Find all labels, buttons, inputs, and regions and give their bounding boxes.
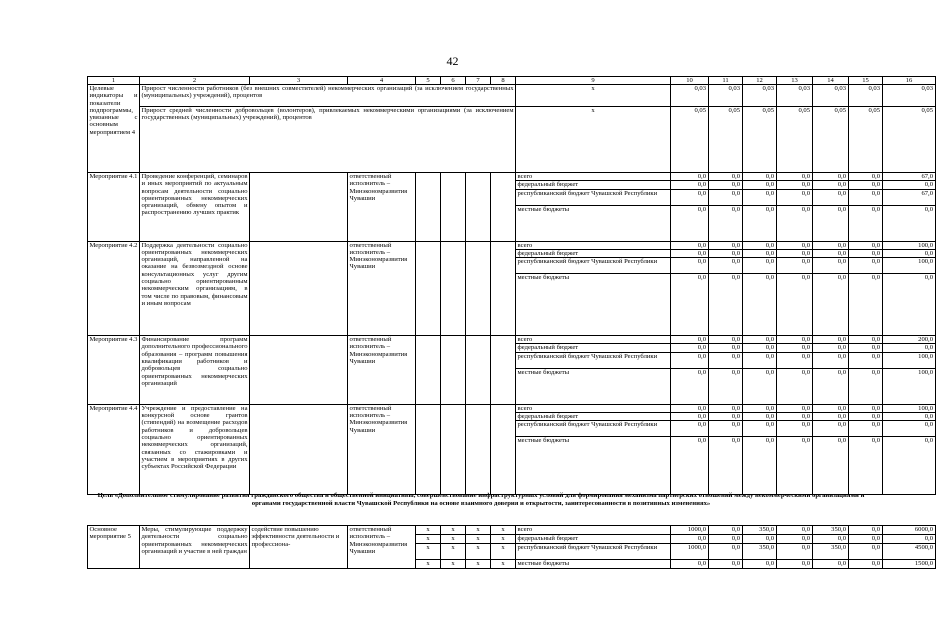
- funding-value: 0,0: [813, 336, 849, 344]
- program-table: [87, 76, 936, 495]
- header-cell: 4: [348, 77, 416, 85]
- table-row: [88, 336, 936, 344]
- measure-executor: ответственный исполнитель – Минэкономразвития Чувашии: [348, 404, 416, 495]
- funding-value: 0,0: [883, 274, 936, 336]
- funding-value: 0,0: [777, 205, 813, 241]
- funding-value: 0,0: [743, 249, 777, 257]
- indicator-x: x: [516, 85, 671, 107]
- code-cell: x: [441, 544, 466, 560]
- funding-value: 0,0: [709, 274, 743, 336]
- funding-value: 0,0: [777, 437, 813, 495]
- funding-value: 0,0: [743, 404, 777, 412]
- code-cell: [491, 241, 516, 336]
- funding-source: всего: [516, 336, 671, 344]
- code-cell: [466, 173, 491, 242]
- funding-value: 0,0: [777, 535, 813, 544]
- funding-value: 0,0: [709, 249, 743, 257]
- funding-value: 0,0: [671, 336, 709, 344]
- header-cell: 12: [743, 77, 777, 85]
- funding-value: 0,0: [743, 368, 777, 404]
- header-cell: 10: [671, 77, 709, 85]
- funding-value: 0,0: [671, 421, 709, 437]
- code-cell: x: [491, 526, 516, 535]
- funding-value: 0,0: [709, 404, 743, 412]
- funding-value: 0,0: [671, 189, 709, 205]
- measure-label: Мероприятие 4.1: [88, 173, 140, 242]
- measure-description: Проведение конференций, семинаров и иных мероприятий по актуальным вопросам деятельности социально ориентированных некоммерческих организаций, обмену опытом и распространению лучших практик: [140, 173, 250, 242]
- funding-value: 0,0: [777, 181, 813, 189]
- funding-value: 0,0: [709, 413, 743, 421]
- indicator-value: 0,05: [709, 107, 743, 173]
- funding-value: 0,0: [813, 173, 849, 181]
- funding-source: местные бюджеты: [516, 437, 671, 495]
- funding-value: 0,0: [777, 336, 813, 344]
- funding-value: 0,0: [777, 173, 813, 181]
- measure-executor: ответственный исполнитель – Минэкономразвития Чувашии: [348, 173, 416, 242]
- funding-value: 0,0: [813, 404, 849, 412]
- code-cell: [466, 336, 491, 405]
- funding-value: 0,0: [743, 258, 777, 274]
- funding-value: 0,0: [849, 404, 883, 412]
- funding-value: 0,0: [743, 560, 777, 569]
- header-cell: 9: [516, 77, 671, 85]
- funding-value: 0,0: [883, 421, 936, 437]
- header-cell: 15: [849, 77, 883, 85]
- code-cell: [441, 173, 466, 242]
- funding-value: 0,0: [709, 258, 743, 274]
- funding-value: 0,0: [777, 249, 813, 257]
- table-row: [88, 404, 936, 412]
- measure-description: Поддержка деятельности социально ориентированных некоммерческих организаций, направленной на оказание на безвозмездной основе консультационных услуг другим социально ориентированным некоммерческим организациям, в том числе по правовым, финансовым и иным вопросам: [140, 241, 250, 336]
- funding-value: 0,0: [883, 205, 936, 241]
- header-cell: 6: [441, 77, 466, 85]
- funding-value: 0,0: [743, 344, 777, 352]
- funding-value: 0,0: [743, 437, 777, 495]
- code-cell: x: [441, 526, 466, 535]
- indicator-value: 0,05: [883, 107, 936, 173]
- measure-goal: [250, 241, 348, 336]
- main-measure-goal: содействие повышению эффективности деятельности и профессиона-: [250, 526, 348, 569]
- funding-value: 0,0: [813, 437, 849, 495]
- indicator-text: Прирост численности работников (без внешних совместителей) некоммерческих организаций (за исключением государственных (муниципальных) учреждений), процентов: [140, 85, 516, 107]
- code-cell: x: [441, 535, 466, 544]
- funding-value: 0,0: [671, 535, 709, 544]
- funding-value: 0,0: [671, 413, 709, 421]
- indicator-value: 0,03: [849, 85, 883, 107]
- header-row: [88, 77, 936, 85]
- funding-source: республиканский бюджет Чувашской Республики: [516, 352, 671, 368]
- code-cell: [416, 241, 441, 336]
- funding-value: 0,0: [883, 249, 936, 257]
- funding-value: 0,0: [777, 544, 813, 560]
- funding-value: 0,0: [671, 560, 709, 569]
- code-cell: x: [491, 544, 516, 560]
- funding-value: 0,0: [849, 544, 883, 560]
- funding-value: 0,0: [813, 241, 849, 249]
- funding-value: 0,0: [849, 421, 883, 437]
- funding-value: 0,0: [743, 173, 777, 181]
- funding-value: 0,0: [709, 560, 743, 569]
- funding-value: 0,0: [813, 205, 849, 241]
- funding-value: 0,0: [849, 189, 883, 205]
- funding-value: 0,0: [743, 352, 777, 368]
- indicator-value: 0,05: [849, 107, 883, 173]
- funding-value: 0,0: [671, 205, 709, 241]
- header-cell: 1: [88, 77, 140, 85]
- funding-value: 0,0: [813, 413, 849, 421]
- funding-value: 0,0: [777, 344, 813, 352]
- funding-value: 0,0: [671, 404, 709, 412]
- funding-value: 0,0: [777, 241, 813, 249]
- code-cell: x: [416, 526, 441, 535]
- funding-value: 0,0: [883, 181, 936, 189]
- funding-value: 0,0: [709, 352, 743, 368]
- funding-value: 6000,0: [883, 526, 936, 535]
- funding-value: 0,0: [709, 241, 743, 249]
- funding-value: 0,0: [777, 352, 813, 368]
- code-cell: [491, 336, 516, 405]
- funding-source: республиканский бюджет Чувашской Республики: [516, 421, 671, 437]
- code-cell: x: [466, 526, 491, 535]
- code-cell: x: [441, 560, 466, 569]
- funding-value: 0,0: [709, 336, 743, 344]
- indicator-value: 0,03: [777, 85, 813, 107]
- funding-value: 0,0: [849, 535, 883, 544]
- funding-value: 350,0: [743, 544, 777, 560]
- measure-label: Мероприятие 4.3: [88, 336, 140, 405]
- funding-value: 0,0: [849, 336, 883, 344]
- funding-value: 0,0: [849, 526, 883, 535]
- main-measure-description: Меры, стимулирующие поддержку деятельности социально ориентированных некоммерческих организаций и участие в ней граждан: [140, 526, 250, 569]
- funding-value: 0,0: [709, 535, 743, 544]
- goal-heading: Цель «Дополнительное стимулирование развития гражданского общества и общественной инициативы, совершенствование инфраструктурных условий для формирования механизма партнерских отношений между некоммерческими организациями и органами государственной власти Чувашской Республики на основе взаимного доверия и открытости, заинтересованности в позитивных изменениях»: [97, 492, 865, 508]
- indicator-value: 0,03: [743, 85, 777, 107]
- code-cell: [441, 241, 466, 336]
- indicator-row: [88, 107, 936, 173]
- funding-value: 350,0: [743, 526, 777, 535]
- header-cell: 3: [250, 77, 348, 85]
- funding-value: 0,0: [709, 544, 743, 560]
- funding-value: 100,0: [883, 404, 936, 412]
- funding-value: 0,0: [813, 249, 849, 257]
- funding-source: всего: [516, 241, 671, 249]
- funding-value: 0,0: [883, 437, 936, 495]
- header-cell: 2: [140, 77, 250, 85]
- funding-value: 1000,0: [671, 526, 709, 535]
- funding-value: 0,0: [849, 258, 883, 274]
- measure-goal: [250, 404, 348, 495]
- code-cell: x: [491, 535, 516, 544]
- funding-value: 0,0: [777, 526, 813, 535]
- funding-value: 0,0: [813, 560, 849, 569]
- funding-source: местные бюджеты: [516, 274, 671, 336]
- header-cell: 8: [491, 77, 516, 85]
- measure-label: Мероприятие 4.4: [88, 404, 140, 495]
- funding-value: 0,0: [743, 205, 777, 241]
- funding-value: 0,0: [671, 274, 709, 336]
- header-cell: 14: [813, 77, 849, 85]
- code-cell: [491, 173, 516, 242]
- indicator-value: 0,03: [671, 85, 709, 107]
- funding-value: 0,0: [849, 352, 883, 368]
- main-measure-executor: ответственный исполнитель – Минэкономразвития Чувашии: [348, 526, 416, 569]
- funding-value: 0,0: [849, 249, 883, 257]
- funding-value: 67,0: [883, 189, 936, 205]
- indicator-value: 0,03: [813, 85, 849, 107]
- funding-value: 0,0: [849, 413, 883, 421]
- funding-value: 0,0: [777, 413, 813, 421]
- code-cell: [441, 404, 466, 495]
- indicator-value: 0,03: [709, 85, 743, 107]
- measure-goal: [250, 173, 348, 242]
- funding-value: 0,0: [849, 437, 883, 495]
- funding-value: 0,0: [709, 205, 743, 241]
- code-cell: [491, 404, 516, 495]
- measure-goal: [250, 336, 348, 405]
- funding-value: 0,0: [743, 336, 777, 344]
- header-cell: 16: [883, 77, 936, 85]
- table-row: [88, 173, 936, 181]
- funding-value: 0,0: [813, 421, 849, 437]
- indicator-value: 0,05: [777, 107, 813, 173]
- funding-value: 0,0: [743, 181, 777, 189]
- funding-value: 0,0: [671, 437, 709, 495]
- code-cell: [466, 404, 491, 495]
- funding-value: 100,0: [883, 241, 936, 249]
- indicator-value: 0,05: [671, 107, 709, 173]
- funding-value: 0,0: [849, 560, 883, 569]
- main-measure-table: [87, 525, 936, 569]
- funding-value: 100,0: [883, 368, 936, 404]
- funding-value: 350,0: [813, 526, 849, 535]
- funding-source: федеральный бюджет: [516, 249, 671, 257]
- indicator-x: x: [516, 107, 671, 173]
- funding-value: 0,0: [849, 173, 883, 181]
- funding-value: 0,0: [709, 437, 743, 495]
- funding-value: 0,0: [813, 535, 849, 544]
- indicator-value: 0,05: [743, 107, 777, 173]
- funding-value: 350,0: [813, 544, 849, 560]
- funding-value: 0,0: [671, 368, 709, 404]
- code-cell: x: [416, 560, 441, 569]
- funding-source: всего: [516, 173, 671, 181]
- funding-value: 0,0: [709, 181, 743, 189]
- funding-value: 0,0: [777, 258, 813, 274]
- indicator-text: Прирост средней численности добровольцев (волонтеров), привлекаемых некоммерческими организациями (за исключением государственных (муниципальных) учреждений), процентов: [140, 107, 516, 173]
- funding-source: федеральный бюджет: [516, 181, 671, 189]
- funding-value: 0,0: [813, 274, 849, 336]
- main-measure-label: Основное мероприятие 5: [88, 526, 140, 569]
- code-cell: x: [466, 535, 491, 544]
- funding-value: 0,0: [743, 189, 777, 205]
- funding-value: 0,0: [671, 258, 709, 274]
- header-cell: 7: [466, 77, 491, 85]
- funding-source: федеральный бюджет: [516, 413, 671, 421]
- code-cell: [416, 336, 441, 405]
- measure-executor: ответственный исполнитель – Минэкономразвития Чувашии: [348, 336, 416, 405]
- funding-value: 100,0: [883, 352, 936, 368]
- funding-value: 0,0: [671, 249, 709, 257]
- code-cell: x: [466, 544, 491, 560]
- funding-source: федеральный бюджет: [516, 535, 671, 544]
- indicator-value: 0,03: [883, 85, 936, 107]
- code-cell: x: [491, 560, 516, 569]
- funding-value: 0,0: [743, 241, 777, 249]
- page-number: 42: [446, 54, 459, 68]
- funding-value: 0,0: [671, 181, 709, 189]
- funding-value: 0,0: [777, 189, 813, 205]
- funding-value: 4500,0: [883, 544, 936, 560]
- funding-value: 0,0: [777, 404, 813, 412]
- funding-value: 0,0: [883, 413, 936, 421]
- funding-value: 0,0: [743, 274, 777, 336]
- header-cell: 11: [709, 77, 743, 85]
- funding-value: 1000,0: [671, 544, 709, 560]
- funding-value: 0,0: [849, 181, 883, 189]
- funding-value: 1500,0: [883, 560, 936, 569]
- measure-description: Учреждение и предоставление на конкурсной основе грантов (стипендий) на возмещение расходов работников и добровольцев социально ориентированных некоммерческих организаций, связанных со стажировками и участием в мероприятиях в других субъектах Российской Федерации: [140, 404, 250, 495]
- funding-source: республиканский бюджет Чувашской Республики: [516, 189, 671, 205]
- funding-source: федеральный бюджет: [516, 344, 671, 352]
- code-cell: [416, 404, 441, 495]
- funding-value: 0,0: [709, 189, 743, 205]
- funding-value: 67,0: [883, 173, 936, 181]
- funding-value: 0,0: [743, 413, 777, 421]
- table-row: [88, 241, 936, 249]
- funding-value: 0,0: [813, 368, 849, 404]
- funding-value: 0,0: [671, 344, 709, 352]
- indicator-value: 0,05: [813, 107, 849, 173]
- funding-value: 0,0: [709, 368, 743, 404]
- funding-value: 0,0: [849, 274, 883, 336]
- funding-source: всего: [516, 526, 671, 535]
- indicator-row: [88, 85, 936, 107]
- funding-value: 0,0: [671, 352, 709, 368]
- funding-value: 0,0: [743, 535, 777, 544]
- funding-value: 0,0: [849, 344, 883, 352]
- code-cell: x: [416, 535, 441, 544]
- funding-value: 100,0: [883, 258, 936, 274]
- funding-value: 0,0: [813, 352, 849, 368]
- funding-value: 0,0: [883, 535, 936, 544]
- measure-label: Мероприятие 4.2: [88, 241, 140, 336]
- code-cell: [466, 241, 491, 336]
- funding-source: местные бюджеты: [516, 560, 671, 569]
- funding-source: всего: [516, 404, 671, 412]
- funding-value: 0,0: [777, 368, 813, 404]
- funding-value: 0,0: [813, 189, 849, 205]
- funding-value: 0,0: [709, 526, 743, 535]
- measure-executor: ответственный исполнитель – Минэкономразвития Чувашии: [348, 241, 416, 336]
- code-cell: x: [416, 544, 441, 560]
- code-cell: x: [466, 560, 491, 569]
- funding-value: 200,0: [883, 336, 936, 344]
- code-cell: [416, 173, 441, 242]
- funding-value: 0,0: [709, 344, 743, 352]
- header-cell: 5: [416, 77, 441, 85]
- funding-value: 0,0: [813, 344, 849, 352]
- code-cell: [441, 336, 466, 405]
- funding-value: 0,0: [709, 173, 743, 181]
- funding-source: местные бюджеты: [516, 368, 671, 404]
- funding-value: 0,0: [709, 421, 743, 437]
- funding-value: 0,0: [883, 344, 936, 352]
- funding-value: 0,0: [743, 421, 777, 437]
- funding-value: 0,0: [849, 205, 883, 241]
- funding-value: 0,0: [849, 368, 883, 404]
- header-cell: 13: [777, 77, 813, 85]
- measure-description: Финансирование программ дополнительного профессионального образования – программ повышения квалификации работников и добровольцев социально ориентированных некоммерческих организаций: [140, 336, 250, 405]
- funding-value: 0,0: [671, 173, 709, 181]
- funding-value: 0,0: [777, 274, 813, 336]
- funding-source: республиканский бюджет Чувашской Республики: [516, 544, 671, 560]
- table-row: [88, 526, 936, 535]
- funding-source: республиканский бюджет Чувашской Республики: [516, 258, 671, 274]
- indicators-label: Целевые индикаторы и показатели подпрограммы, увязанные с основным мероприятием 4: [88, 85, 140, 173]
- funding-source: местные бюджеты: [516, 205, 671, 241]
- funding-value: 0,0: [813, 181, 849, 189]
- funding-value: 0,0: [849, 241, 883, 249]
- funding-value: 0,0: [671, 241, 709, 249]
- funding-value: 0,0: [813, 258, 849, 274]
- funding-value: 0,0: [777, 421, 813, 437]
- funding-value: 0,0: [777, 560, 813, 569]
